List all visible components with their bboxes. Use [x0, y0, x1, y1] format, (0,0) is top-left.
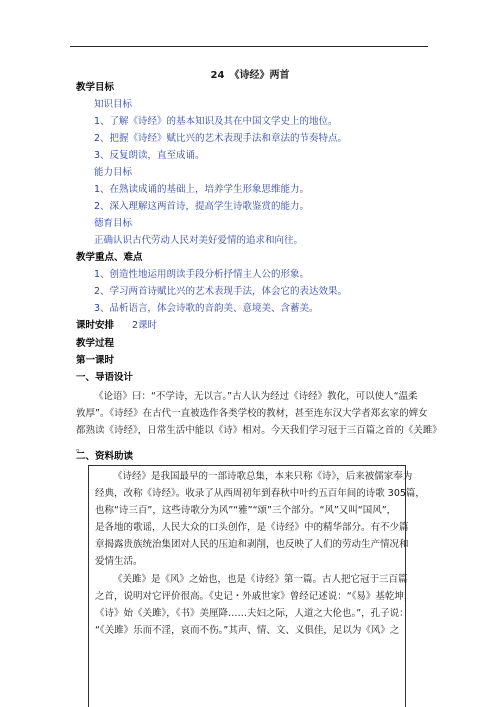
material-line: 也称“诗三百”，这些诗歌分为风”“雅”“颂”三个部分。“风”又叫“国风”， [95, 505, 397, 516]
heading-teaching-process: 教学过程 [76, 338, 115, 349]
key-point-item: 3、品析语言，体会诗歌的音韵美、意境美、含蓄美。 [94, 303, 319, 314]
label-schedule: 课时安排 [76, 320, 115, 331]
heading-key-points: 教学重点、难点 [76, 252, 143, 263]
page-title: 24 《诗经》两首 [210, 70, 290, 81]
label-moral-goals: 德育目标 [94, 218, 133, 229]
knowledge-item: 2、把握《诗经》赋比兴的艺术表现手法和章法的节奏特点。 [94, 133, 348, 144]
moral-item: 正确认识古代劳动人民对美好爱情的追求和向往。 [94, 235, 304, 246]
knowledge-item: 1、了解《诗经》的基本知识及其在中国文学史上的地位。 [94, 116, 338, 127]
schedule-value: 2课时 [132, 320, 158, 331]
label-ability-goals: 能力目标 [94, 167, 133, 178]
heading-first-lesson: 第一课时 [76, 355, 115, 366]
material-line: 《诗经》是我国最早的一部诗歌总集，本来只称《诗》，后来被儒家奉为 [113, 471, 413, 482]
heading-reference-material: 二、资料助读 [76, 451, 134, 462]
header-rule [70, 46, 428, 47]
material-line: 章揭露贵族统治集团对人民的压迫和剥削，也反映了人们的劳动生产情况和 [95, 539, 409, 550]
material-line: 经典，改称《诗经》。收录了从西周初年到春秋中叶约五百年间的诗歌 305篇， [95, 488, 425, 499]
key-point-item: 1、创造性地运用朗读手段分析抒情主人公的形象。 [94, 269, 310, 280]
intro-line: 。 [76, 443, 86, 454]
reference-material-box [88, 465, 425, 707]
material-line: “《关雎》乐而不淫，哀而不伤。”其声、情、文、义俱佳，足以为《风》之 [95, 625, 400, 636]
material-line: 爱情生活。 [95, 556, 143, 567]
ability-item: 1、在熟读成诵的基础上，培养学生形象思维能力。 [94, 184, 310, 195]
heading-teaching-goals: 教学目标 [76, 82, 115, 93]
material-line: 之首，说明对它评价很高。《史记・外戚世家》曾经记述说：“《易》基乾坤， [95, 591, 414, 602]
knowledge-item: 3、反复朗读，直至成诵。 [94, 150, 205, 161]
material-line: 《诗》始《关雎》，《书》美厘降……夫妇之际，人道之大伦也。”，孔子说： [95, 608, 409, 619]
key-point-item: 2、学习两首诗赋比兴的艺术表现手法，体会它的表达效果。 [94, 286, 348, 297]
label-knowledge-goals: 知识目标 [94, 99, 133, 110]
material-line: 是各地的歌谣，人民大众的口头创作，是《诗经》中的精华部分。有不少篇 [95, 522, 409, 533]
intro-line: 敦厚”。《诗经》在古代一直被选作各类学校的教材，甚至连东汉大学者郑玄家的婢女 [76, 408, 428, 419]
intro-line: 《论语》曰：“不学诗，无以言。”古人认为经过《诗经》教化，可以使人“温柔 [94, 391, 418, 402]
ability-item: 2、深入理解这两首诗，提高学生诗歌鉴赏的能力。 [94, 201, 310, 212]
material-line: 《关雎》是《风》之始也，也是《诗经》第一篇。古人把它冠于三百篇 [113, 574, 408, 585]
heading-intro-design: 一、导语设计 [76, 372, 134, 383]
intro-line: 都熟读《诗经》，日常生活中能以《诗》相对。今天我们学习冠于三百篇之首的《关雎》 [76, 425, 442, 436]
